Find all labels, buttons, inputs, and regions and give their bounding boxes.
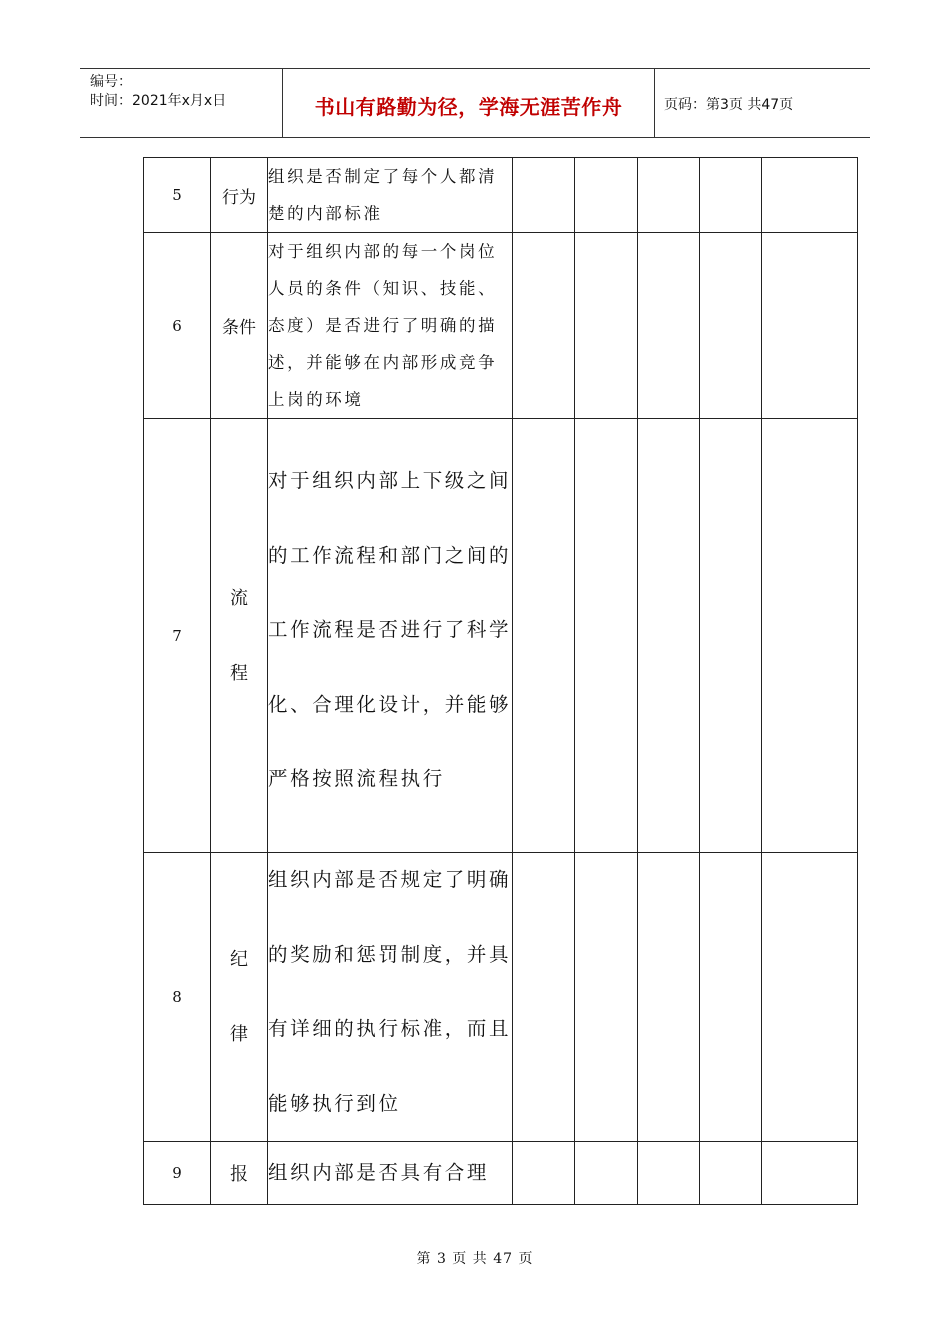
row-description: 对于组织内部上下级之间的工作流程和部门之间的工作流程是否进行了科学化、合理化设计，并能够严格按照流程执行 [268, 419, 513, 853]
row-number: 9 [144, 1142, 211, 1205]
score-cell [513, 1142, 575, 1205]
score-cell [575, 1142, 638, 1205]
score-cell [762, 419, 858, 853]
row-category: 纪律 [211, 853, 268, 1142]
page-footer: 第 3 页 共 47 页 [416, 1251, 534, 1267]
score-cell [575, 158, 638, 233]
row-category: 报 [211, 1142, 268, 1205]
score-cell [513, 853, 575, 1142]
number-label: 编号： [90, 74, 132, 90]
score-cell [638, 1142, 700, 1205]
score-cell [638, 158, 700, 233]
score-cell [575, 419, 638, 853]
score-cell [762, 233, 858, 419]
row-description: 对于组织内部的每一个岗位人员的条件（知识、技能、态度）是否进行了明确的描述，并能够在内部形成竞争上岗的环境 [268, 233, 513, 419]
row-number: 7 [144, 419, 211, 853]
score-cell [513, 419, 575, 853]
score-cell [513, 158, 575, 233]
score-cell [700, 853, 762, 1142]
row-category: 流程 [211, 419, 268, 853]
score-cell [575, 853, 638, 1142]
header-motto: 书山有路勤为径，学海无涯苦作舟 [314, 95, 623, 119]
row-category: 条件 [211, 233, 268, 419]
score-cell [575, 233, 638, 419]
row-description: 组织是否制定了每个人都清楚的内部标准 [268, 158, 513, 233]
evaluation-table [143, 157, 858, 1205]
score-cell [638, 233, 700, 419]
score-cell [638, 419, 700, 853]
score-cell [700, 1142, 762, 1205]
row-description: 组织内部是否规定了明确的奖励和惩罚制度，并具有详细的执行标准，而且能够执行到位 [268, 853, 513, 1142]
page-header [80, 68, 870, 138]
score-cell [700, 233, 762, 419]
row-category: 行为 [211, 158, 268, 233]
table-row [144, 419, 858, 853]
score-cell [762, 1142, 858, 1205]
header-meta [90, 73, 226, 111]
row-description: 组织内部是否具有合理 [268, 1142, 513, 1205]
score-cell [638, 853, 700, 1142]
table-row [144, 158, 858, 233]
score-cell [762, 853, 858, 1142]
header-page-info: 页码：第3页 共47页 [664, 97, 794, 113]
time-label: 时间：2021年x月x日 [90, 93, 227, 109]
row-number: 6 [144, 233, 211, 419]
table-row [144, 1142, 858, 1205]
row-number: 8 [144, 853, 211, 1142]
table-row [144, 233, 858, 419]
score-cell [513, 233, 575, 419]
score-cell [700, 158, 762, 233]
header-divider [654, 69, 655, 137]
table-row [144, 853, 858, 1142]
row-number: 5 [144, 158, 211, 233]
score-cell [762, 158, 858, 233]
score-cell [700, 419, 762, 853]
